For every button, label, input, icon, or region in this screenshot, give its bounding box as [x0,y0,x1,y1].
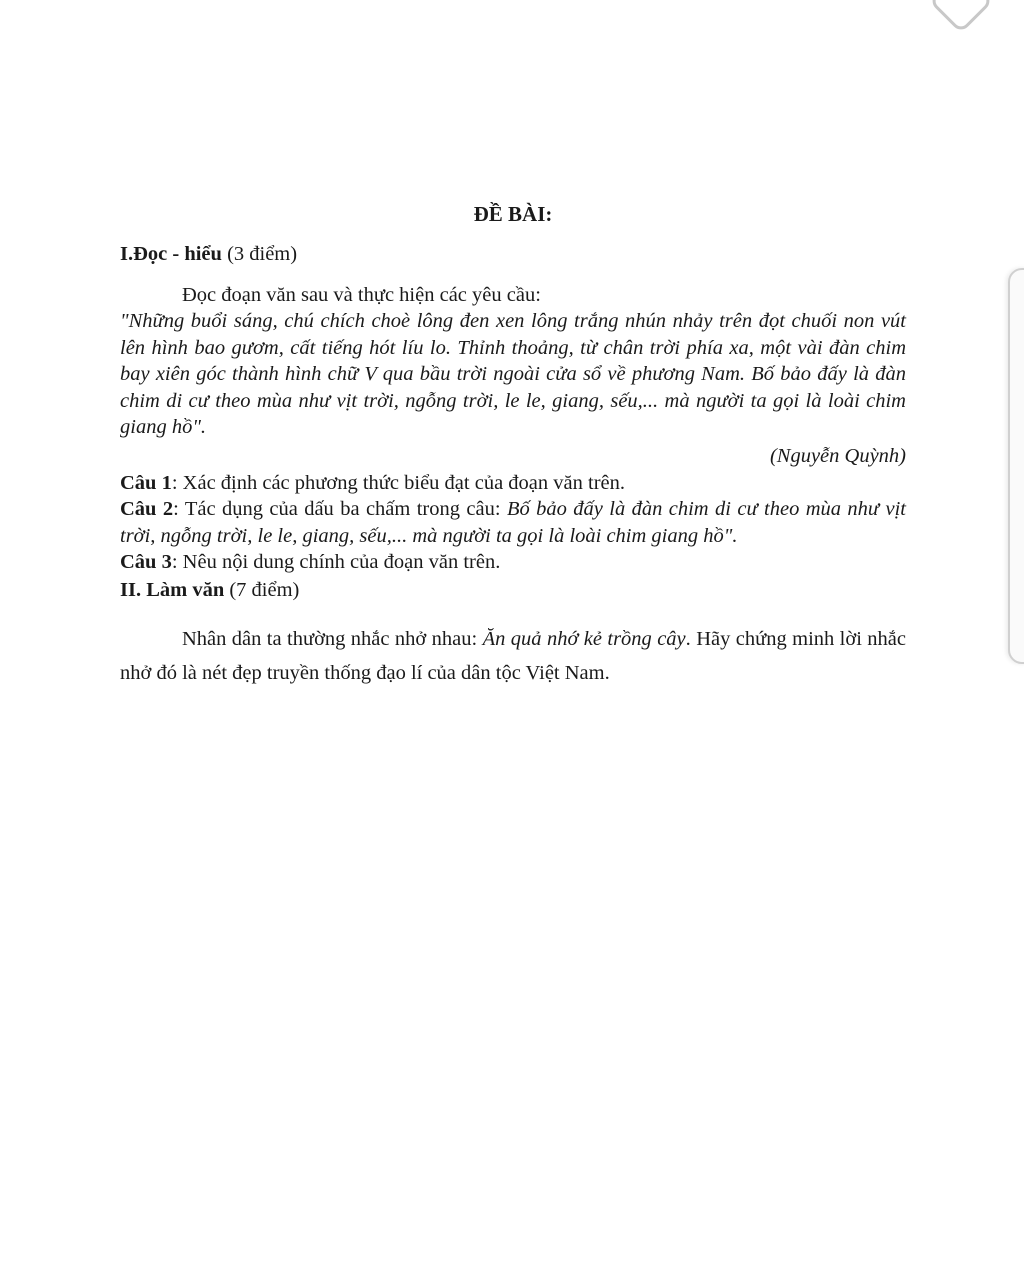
section-reading-points: (3 điểm) [221,243,298,265]
page-title: ĐỀ BÀI: [473,202,553,226]
section-writing-title: II. Làm văn [120,578,225,601]
essay-proverb: Ăn quả nhớ kẻ trồng cây [482,627,686,650]
question-2-text: : Tác dụng của dấu ba chấm trong câu: [173,498,507,520]
question-3 [120,549,906,576]
question-3-label: Câu 3 [120,551,172,573]
question-1 [120,470,906,497]
question-2-label: Câu 2 [120,498,174,520]
section-writing-points: (7 điểm) [224,578,300,601]
question-2-quote: Bố bảo đấy là đàn chim di cư theo mùa như vịt trời, ngỗng trời, le le, giang, sếu,... mà người ta gọi là loài chim giang hồ". [120,498,906,547]
reading-passage: "Những buổi sáng, chú chích choè lông đen xen lông trắng nhún nhảy trên đọt chuối non vút lên hình bao gươm, cất tiếng hót líu lo. Thỉnh thoảng, từ chân trời phía xa, một vài đàn chim bay xiên góc thành hình chữ V qua bầu trời ngoài cửa sổ về phương Nam. Bố bảo đấy là đàn chim di cư theo mùa như vịt trời, ngỗng trời, le le, giang, sếu,... mà người ta gọi là loài chim giang hồ". [120,310,906,438]
question-1-text: : Xác định các phương thức biểu đạt của đoạn văn trên. [171,471,625,494]
scroll-handle[interactable] [1008,268,1024,664]
essay-prompt-after: . Hãy chứng minh lời nhắc nhở đó là nét đẹp truyền thống đạo lí của dân tộc Việt Nam. [120,627,906,684]
essay-prompt [120,622,906,690]
reading-instruction: Đọc đoạn văn sau và thực hiện các yêu cầu: [182,284,541,306]
question-2 [120,496,906,549]
question-3-text: : Nêu nội dung chính của đoạn văn trên. [171,551,501,573]
section-reading-title: I.Đọc - hiểu [120,243,222,265]
exam-content [120,196,906,710]
passage-author: (Nguyễn Quỳnh) [769,444,906,467]
section-writing-heading [120,576,906,604]
section-reading-heading [120,240,906,268]
question-1-label: Câu 1 [120,471,172,494]
bookmark-icon[interactable] [928,0,993,34]
essay-prompt-before: Nhân dân ta thường nhắc nhở nhau: [182,627,483,650]
